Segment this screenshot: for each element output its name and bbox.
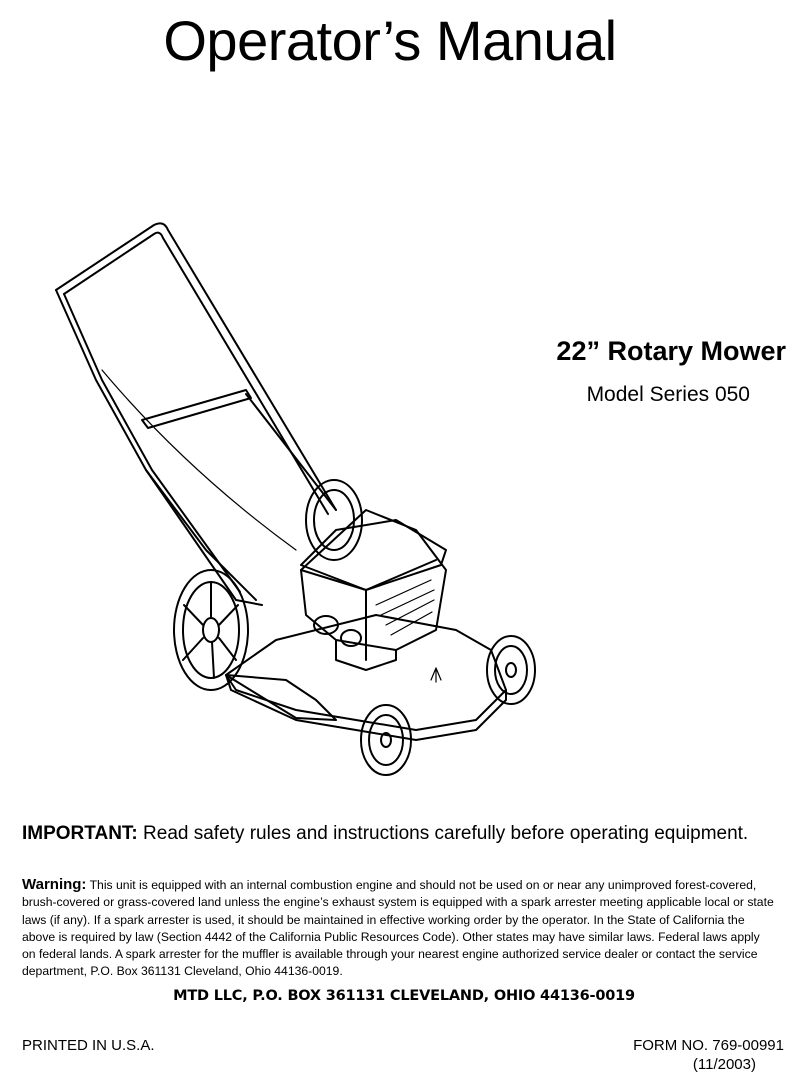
warning-paragraph (22, 876, 774, 981)
important-notice (22, 823, 792, 845)
form-date: (11/2003) (692, 1056, 756, 1073)
warning-label: Warning: (22, 876, 87, 893)
warning-text: This unit is equipped with an internal combustion engine and should not be used on or near any unimproved forest-covered, brush-covered or grass-covered land unless the engine’s exhaust system is equipped with a spark arrester meeting applicable local or state laws (if any). If a spark arrester is used, it should be maintained in effective working order by the operator. In the State of California the above is required by law (Section 4442 of the California Public Resources Code). Other states may have similar laws. Federal laws apply on federal lands. A spark arrester for the muffler is available through your nearest engine authorized service dealer or contact the service department, P.O. Box 361131 Cleveland, Ohio 44136-0019. (22, 878, 774, 979)
form-number: FORM NO. 769-00991 (633, 1037, 784, 1054)
important-text: Read safety rules and instructions carefully before operating equipment. (137, 823, 749, 844)
important-label: IMPORTANT: (22, 823, 138, 844)
printed-in: PRINTED IN U.S.A. (22, 1037, 155, 1054)
company-address: MTD LLC, P.O. BOX 361131 CLEVELAND, OHIO 44136-0019 (173, 988, 635, 1004)
product-title: 22” Rotary Mower (556, 336, 786, 366)
model-series: Model Series 050 (586, 383, 750, 406)
lawn-mower-illustration (36, 220, 546, 790)
manual-title: Operator’s Manual (163, 9, 617, 72)
